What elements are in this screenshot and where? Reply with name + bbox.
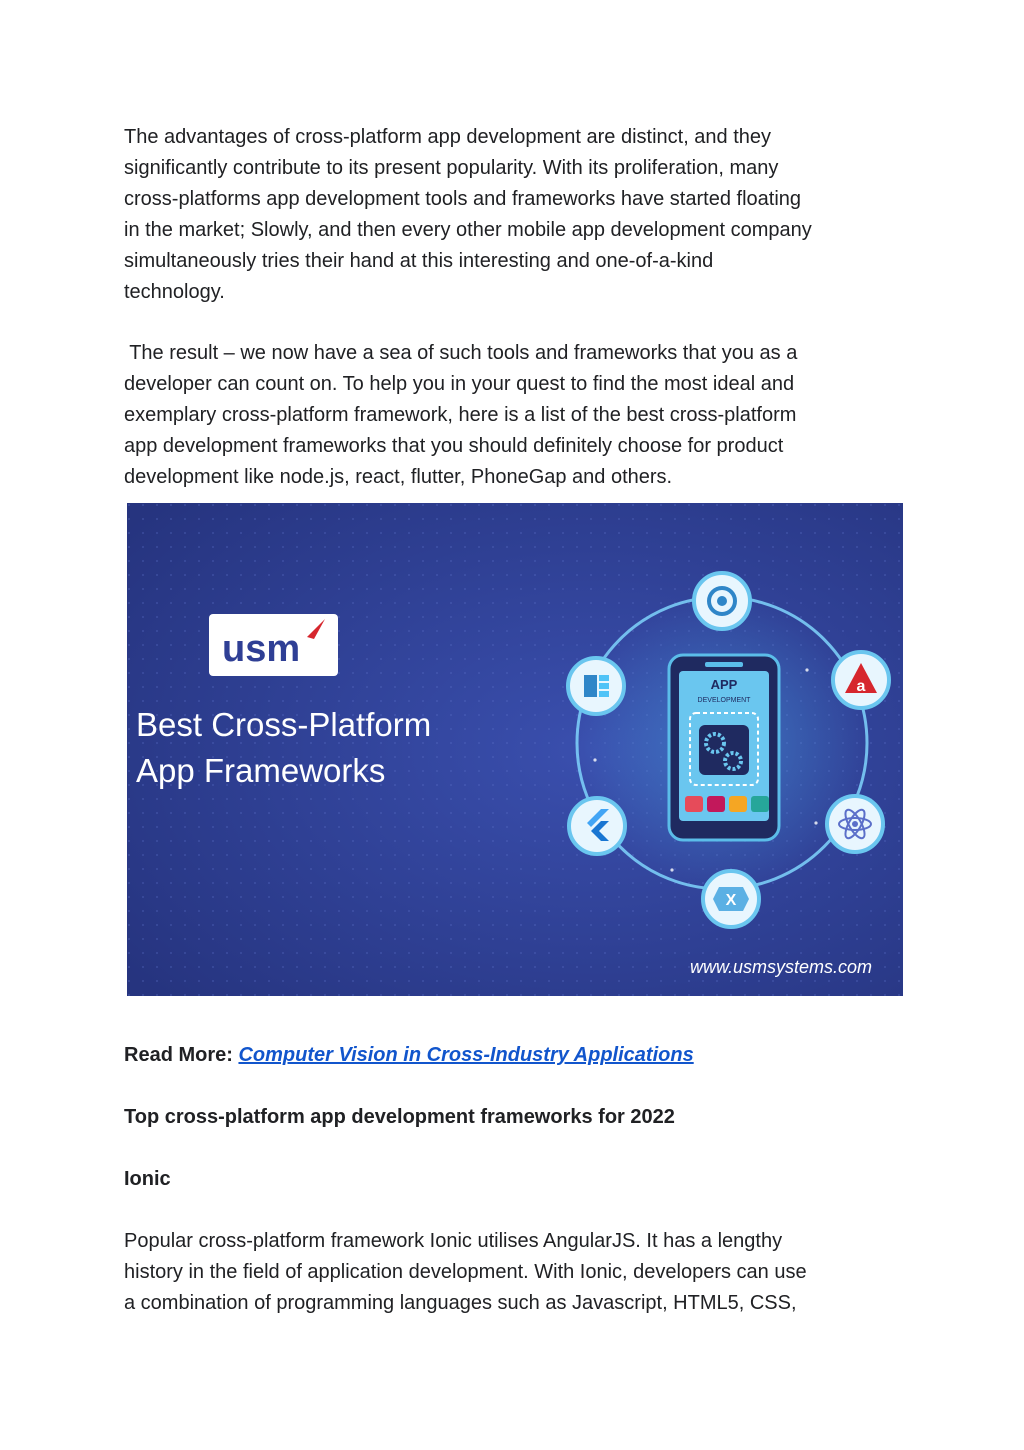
text-line: development like node.js, react, flutter, PhoneGap and others. [124, 466, 673, 488]
result-paragraph [124, 338, 904, 493]
section-heading: Top cross-platform app development frameworks for 2022 [124, 1106, 675, 1128]
read-more-label: Read More: [124, 1044, 233, 1066]
xamarin-icon [703, 871, 759, 927]
ionic-paragraph [124, 1226, 904, 1319]
text-line: in the market; Slowly, and then every other mobile app development company [124, 219, 812, 241]
text-line: app development frameworks that you should definitely choose for product [124, 435, 784, 457]
text-line: significantly contribute to its present popularity. With its proliferation, many [124, 157, 779, 179]
banner-title-line2: App Frameworks [136, 752, 386, 789]
subsection-heading-ionic: Ionic [124, 1168, 171, 1190]
frameworks-banner-image [127, 503, 903, 996]
svg-text:a: a [856, 678, 866, 695]
text-line: simultaneously tries their hand at this interesting and one-of-a-kind [124, 250, 714, 272]
phone-illustration [669, 655, 779, 840]
banner-title-line1: Best Cross-Platform [136, 706, 432, 743]
text-line: technology. [124, 281, 225, 303]
text-line: a combination of programming languages such as Javascript, HTML5, CSS, [124, 1292, 797, 1314]
svg-text:X: X [725, 892, 737, 909]
ionic-icon [694, 573, 750, 629]
svg-text:usm: usm [222, 628, 301, 670]
office-icon [568, 658, 624, 714]
banner-website: www.usmsystems.com [689, 957, 872, 977]
text-line: The advantages of cross-platform app development are distinct, and they [124, 126, 772, 148]
text-line: The result – we now have a sea of such tools and frameworks that you as a [124, 342, 798, 364]
text-line: cross-platforms app development tools and frameworks have started floating [124, 188, 802, 210]
flutter-icon [569, 798, 625, 854]
react-icon [827, 796, 883, 852]
usm-logo [209, 614, 338, 676]
read-more-link[interactable]: Computer Vision in Cross-Industry Applications [238, 1044, 694, 1066]
intro-paragraph [124, 122, 904, 308]
svg-text:APP: APP [710, 677, 738, 692]
text-line: Popular cross-platform framework Ionic utilises AngularJS. It has a lengthy [124, 1230, 783, 1252]
svg-text:DEVELOPMENT: DEVELOPMENT [697, 697, 751, 704]
text-line: history in the field of application development. With Ionic, developers can use [124, 1261, 807, 1283]
text-line: developer can count on. To help you in your quest to find the most ideal and [124, 373, 795, 395]
read-more-line [124, 1040, 694, 1071]
apache-icon [833, 652, 889, 708]
text-line: exemplary cross-platform framework, here is a list of the best cross-platform [124, 404, 797, 426]
